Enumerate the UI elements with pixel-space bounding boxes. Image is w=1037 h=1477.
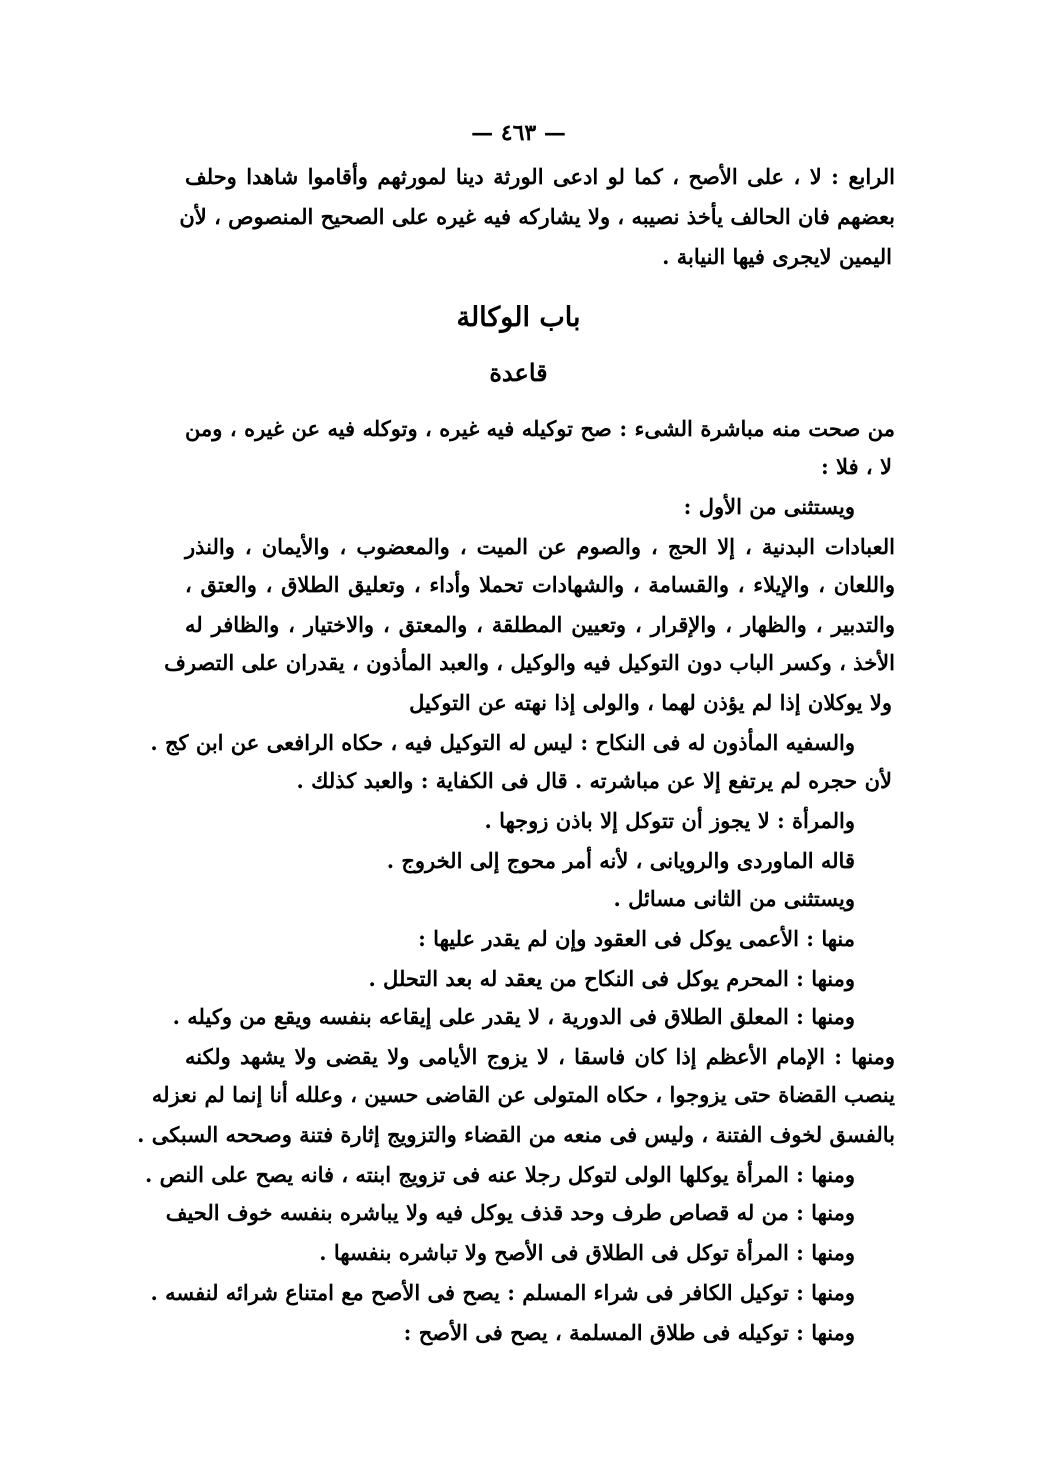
body-line-6: والتدبير ، والظهار ، والإقرار ، وتعيين المطلقة ، والمعتق ، والاختيار ، والظافر له [185,612,895,637]
intro-line-2: بعضهم فان الحالف يأخذ نصيبه ، ولا يشاركه فيه غيره على الصحيح المنصوص ، لأن [179,204,895,229]
intro-line-1: الرابع : لا ، على الأصح ، كما لو ادعى الورثة دينا لمورثهم وأقاموا شاهدا وحلف [185,164,895,189]
body-line-1: من صحت منه مباشرة الشىء : صح توكيله فيه غيره ، وتوكله فيه عن غيره ، ومن [185,416,895,441]
body-line-3: ويستثنى من الأول : [683,494,855,519]
body-line-11: والمرأة : لا يجوز أن تتوكل إلا باذن زوجها . [484,808,855,833]
body-line-21: ومنها : من له قصاص طرف وحد قذف يوكل فيه ولا يباشره بنفسه خوف الحيف [165,1200,855,1225]
body-line-2: لا ، فلا : [820,454,892,479]
body-line-15: ومنها : المحرم يوكل فى النكاح من يعقد له بعد التحلل . [368,966,855,991]
body-line-20: ومنها : المرأة يوكلها الولى لتوكل رجلا عنه فى تزويج ابنته ، فانه يصح على النص . [145,1162,855,1187]
body-line-4: العبادات البدنية ، إلا الحج ، والصوم عن الميت ، والمعضوب ، والأيمان ، والنذر [185,534,895,559]
body-line-23: ومنها : توكيل الكافر فى شراء المسلم : يصح فى الأصح مع امتناع شرائه لنفسه . [150,1280,855,1305]
body-line-24: ومنها : توكيله فى طلاق المسلمة ، يصح فى الأصح : [403,1320,855,1345]
intro-line-3: اليمين لايجرى فيها النيابة . [662,244,892,269]
body-line-12: قاله الماوردى والرويانى ، لأنه أمر محوج إلى الخروج . [386,848,855,873]
body-line-14: منها : الأعمى يوكل فى العقود وإن لم يقدر عليها : [418,926,855,951]
body-line-9: والسفيه المأذون له فى النكاح : ليس له التوكيل فيه ، حكاه الرافعى عن ابن كج . [150,730,855,755]
body-line-18: ينصب القضاة حتى يزوجوا ، حكاه المتولى عن القاضى حسين ، وعلله أنا إنما لم نعزله [151,1082,895,1107]
chapter-title: باب الوكالة [456,302,581,333]
body-line-19: بالفسق لخوف الفتنة ، وليس فى منعه من القضاء والتزويج إثارة فتنة وصححه السبكى . [137,1122,895,1147]
body-line-22: ومنها : المرأة توكل فى الطلاق فى الأصح ولا تباشره بنفسها . [319,1240,855,1265]
body-line-13: ويستثنى من الثانى مسائل . [613,886,855,911]
body-line-17: ومنها : الإمام الأعظم إذا كان فاسقا ، لا يزوج الأيامى ولا يقضى ولا يشهد ولكنه [185,1044,895,1069]
body-line-7: الأخذ ، وكسر الباب دون التوكيل فيه والوكيل ، والعبد المأذون ، يقدران على التصرف [164,650,895,675]
body-line-16: ومنها : المعلق الطلاق فى الدورية ، لا يقدر على إيقاعه بنفسه ويقع من وكيله . [172,1004,855,1029]
body-line-5: واللعان ، والإيلاء ، والقسامة ، والشهادات تحملا وأداء ، وتعليق الطلاق ، والعتق ، [185,572,895,597]
body-line-10: لأن حجره لم يرتفع إلا عن مباشرته . قال فى الكفاية : والعبد كذلك . [296,768,892,793]
rule-title: قاعدة [489,358,548,387]
page-number: — ٤٦٣ — [471,120,566,146]
body-line-8: ولا يوكلان إذا لم يؤذن لهما ، والولى إذا نهته عن التوكيل [409,690,892,715]
